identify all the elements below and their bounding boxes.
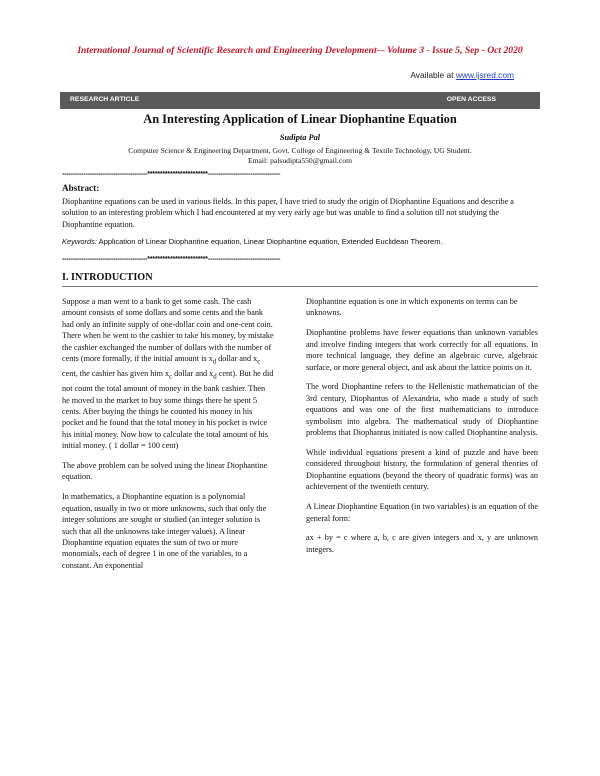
- available-prefix: Available at: [410, 70, 454, 80]
- author-affiliation: [60, 146, 540, 166]
- intro-paragraph-1: Suppose a man went to a bank to get some cash. The cash amount consists of some dollars and some cents and the bank had only an infinite supply of one-dollar coin and one-cent coin. There when he went to the cashier to take his money, by mistake the cashier exchanged the number of dollars with the number of cents (more formally, if the initial amount is $x_d$ dollar and $x_c$ cent, the cashier has given him $x_c$ dollar and $x_d$ cent). But he did not count the total amount of money in the bank cashier. Then he moved to the market to buy some things there he spent 5 cents. After buying the things he counted his money in his pocket and he found that the total money in his pocket is twice his initial money. Now how to calculate the total amount of his initial money. ( 1 dollar = 100 cent): [62, 297, 274, 451]
- right-paragraph-3: The word Diophantine refers to the Hellenistic mathematician of the 3rd century, Diophantus of Alexandria, who made a study of such equations and was one of the first mathematicians to introduce symbolism into algebra. The mathematical study of Diophantine problems that Diophantus initiated is now called Diophantine analysis.: [306, 382, 538, 438]
- journal-website-link[interactable]: www.ijsred.com: [455, 70, 514, 80]
- right-paragraph-4: While individual equations present a kind of puzzle and have been considered throughout history, the formulation of general theories of Diophantine equations (beyond the theory of quadratic forms) was an achievement of the twentieth century.: [306, 447, 538, 492]
- right-column: [306, 296, 538, 564]
- section-heading-introduction: I. INTRODUCTION: [62, 272, 153, 283]
- separator-bottom: ----------------------------------------************************----------------------------------: [62, 256, 281, 263]
- keywords-line: [62, 236, 540, 247]
- article-type-label: RESEARCH ARTICLE: [70, 96, 140, 103]
- article-type-bar: [60, 92, 540, 109]
- right-paragraph-1: Diophantine equation is one in which exponents on terms can be unknowns.: [306, 297, 518, 318]
- affiliation-text: Computer Science & Engineering Department, Govt. College of Engineering & Textile Technology, UG Student.: [128, 146, 472, 155]
- right-paragraph-6: ax + by = c where a, b, c are given integers and x, y are unknown integers.: [306, 533, 538, 554]
- abstract-heading: Abstract:: [62, 183, 100, 193]
- keywords-text: Application of Linear Diophantine equation, Linear Diophantine equation, Extended Euclidean Theorem.: [97, 237, 443, 246]
- author-email: Email: palsudipta550@gmail.com: [247, 156, 352, 165]
- author-name: Sudipta Pal: [279, 133, 321, 142]
- right-paragraph-2: Diophantine problems have fewer equations than unknown variables and involve finding integers that work correctly for all equations. In more technical language, they define an algebraic curve, algebraic surface, or more general object, and ask about the lattice points on it.: [306, 328, 538, 372]
- availability-line: [410, 70, 514, 80]
- intro-paragraph-3: In mathematics, a Diophantine equation is a polynomial equation, usually in two or more unknowns, such that only the integer solutions are sought or studied (an integer solution is such that all the unknowns take integer values). A linear Diophantine equation equates the sum of two or more monomials, each of degree 1 in one of the variables, to a constant. An exponential: [62, 492, 267, 570]
- abstract-text: Diophantine equations can be used in various fields. In this paper, I have tried to study the origin of Diophantine Equations and describe a solution to an interesting problem which I had encountered at my very early age but was unable to find a solution till not studying the Diophantine equation.: [62, 197, 514, 229]
- left-column: [62, 296, 274, 580]
- open-access-label: OPEN ACCESS: [446, 96, 496, 103]
- keywords-label: Keywords:: [62, 237, 98, 246]
- section-rule: [62, 286, 538, 287]
- right-paragraph-5: A Linear Diophantine Equation (in two variables) is an equation of the general form:: [306, 502, 538, 523]
- paper-title: An Interesting Application of Linear Diophantine Equation: [143, 112, 457, 126]
- journal-header: International Journal of Scientific Research and Engineering Development-– Volume 3 - Issue 5, Sep - Oct 2020: [77, 45, 523, 56]
- intro-paragraph-2: The above problem can be solved using the linear Diophantine equation.: [62, 461, 268, 482]
- separator-top: ----------------------------------------************************----------------------------------: [62, 171, 281, 178]
